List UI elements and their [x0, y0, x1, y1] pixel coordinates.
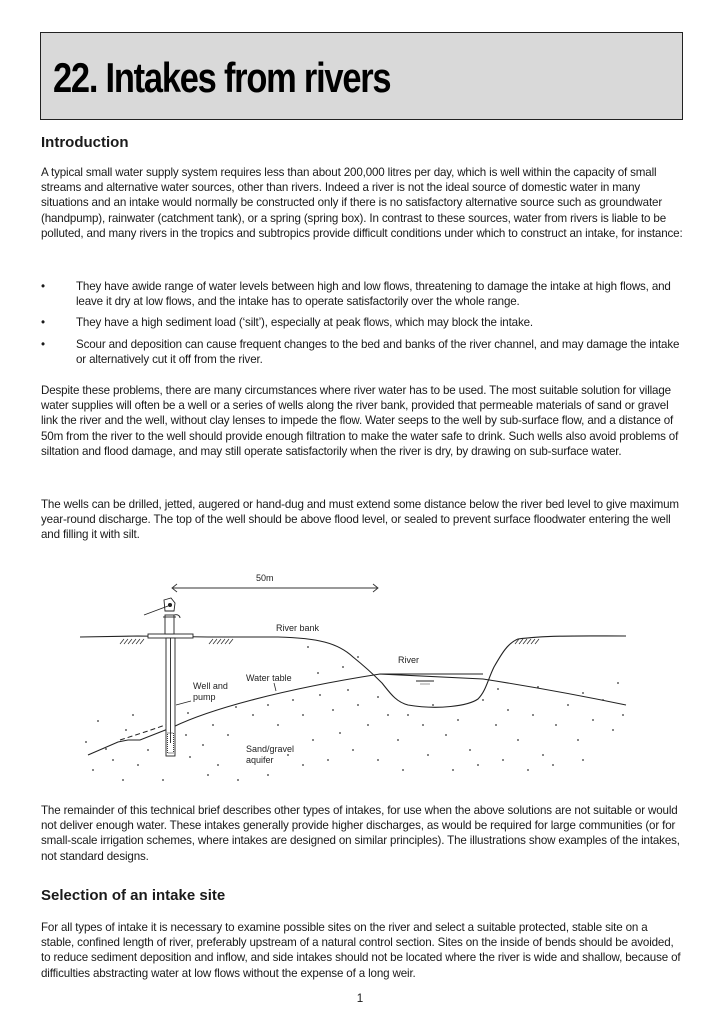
bullet-text: They have awide range of water levels between high and low flows, threatening to damage the intake at high flows, and leave it dry at low flows, and the intake has to operate satisfactorily over the whole range. [76, 280, 671, 309]
well-casing [166, 638, 175, 756]
distance-label: 50m [256, 573, 274, 583]
river-bank-label: River bank [276, 623, 320, 633]
intro-bullet-list [41, 279, 683, 373]
section-heading-selection: Selection of an intake site [41, 887, 226, 904]
page-number: 1 [356, 992, 364, 1005]
intro-paragraph-1: A typical small water supply system requires less than about 200,000 litres per day, which is well within the capacity of small streams and alternative water sources, other than rivers. Indeed a river is not the ideal source of domestic water in many situations and an intake would normally be constructed only if there is no satisfactory alternative source such as groundwater (handpump), rainwater (catchment tank), or a spring (spring box). In contrast to these sources, water from rivers is liable to be polluted, and many rivers in the tropics and subtropics provide difficult conditions under which to construct an intake, for instance: [41, 166, 683, 240]
list-item [41, 337, 683, 367]
ground-line [80, 636, 626, 707]
well-and-pump-label-line1: Well and [193, 681, 228, 691]
well-diagram [78, 565, 638, 790]
title-banner [40, 32, 683, 120]
intro-paragraph-2: Despite these problems, there are many circumstances where river water has to be used. The most suitable solution for village water supplies will often be a well or a series of wells along the river bank, provided that permeable materials of sand or gravel link the river and the well, without clay lenses to impede the flow. Water seeps to the well by sub-surface flow, and a distance of 50m from the river to the well should provide enough filtration to make the water safe to drink. Such wells also avoid problems of siltation and flood damage, and may still operate satisfactorily when the river is dry, by drawing on sub-surface water. [41, 384, 679, 458]
list-item [41, 279, 683, 309]
bullet-icon: • [41, 337, 45, 351]
aquifer-label-line1: Sand/gravel [246, 744, 295, 754]
section-heading-introduction: Introduction [41, 134, 129, 151]
river-label: River [398, 655, 420, 665]
bullet-icon: • [41, 280, 45, 293]
water-table-label: Water table [246, 673, 292, 683]
list-item [41, 315, 683, 330]
page-title: 22. Intakes from rivers [53, 54, 391, 101]
distance-arrow-icon [172, 584, 378, 592]
intro-paragraph-3: The wells can be drilled, jetted, augered or hand-dug and must extend some distance below the river bed level to give maximum year-round discharge. The top of the well should be above flood level, or sealed to prevent surface floodwater entering the well and filling it with silt. [41, 498, 679, 542]
bullet-text: They have a high sediment load (‘silt’), especially at peak flows, which may block the intake. [76, 316, 533, 330]
bullet-text: Scour and deposition can cause frequent changes to the bed and banks of the river channel, and may damage the intake or alternatively cut it off from the river. [76, 337, 680, 366]
handpump-icon [144, 598, 180, 634]
bullet-icon: • [41, 316, 45, 330]
well-and-pump-label-line2: pump [193, 692, 216, 702]
intro-paragraph-4: The remainder of this technical brief describes other types of intakes, for use when the above solutions are not suitable or would not deliver enough water. These intakes generally provide higher discharges, as would be required for large communities (or for small-scale irrigation schemes, where intakes are designed on similar principles). The illustrations show examples of the intakes, not standard designs. [41, 804, 680, 863]
selection-paragraph-1: For all types of intake it is necessary to examine possible sites on the river and select a suitable protected, stable site on a stable, confined length of river, preferably upstream of a natural control section. Sites on the inside of bends should be avoided, to reduce sediment deposition and inflow, and side intakes should not be located where the river is wide and shallow, because of difficulties abstracting water at low flows without the expense of a long weir. [41, 921, 681, 980]
aquifer-label-line2: aquifer [246, 755, 274, 765]
